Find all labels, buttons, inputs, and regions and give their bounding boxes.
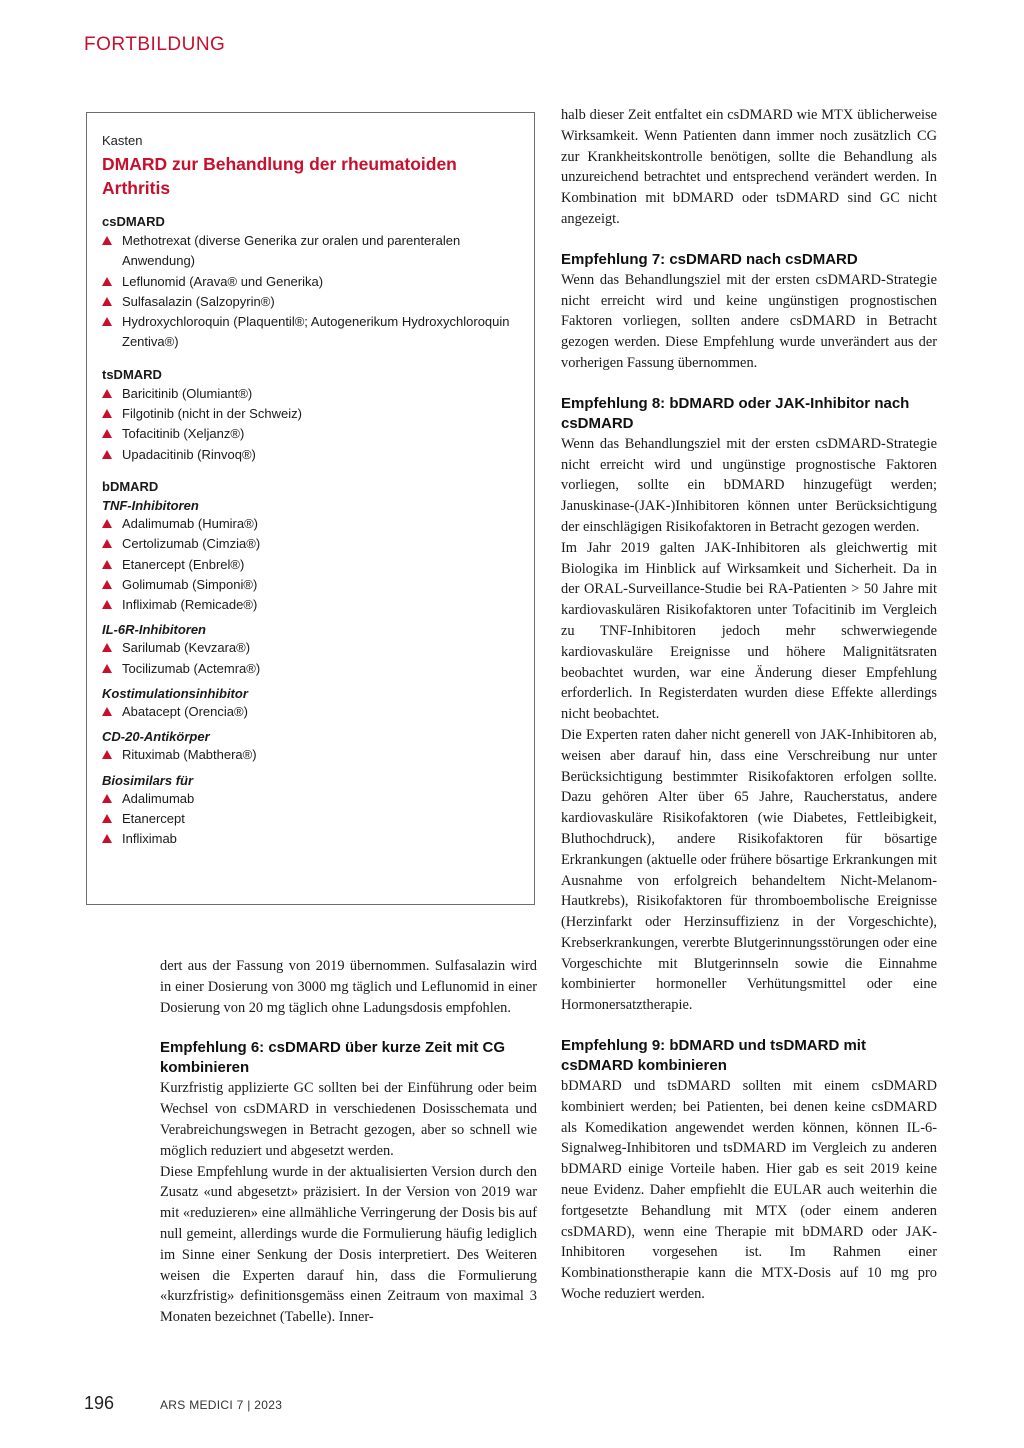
spacer — [561, 374, 937, 394]
left-column — [160, 956, 537, 1328]
body-paragraph: halb dieser Zeit entfaltet ein csDMARD wie MTX üblicherweise Wirksamkeit. Wenn Patienten dann immer noch zusätzlich CG zur Krankheitskontrolle benötigen, sollte die Behandlung als unzureichend betrachtet und entsprechend verändert werden. In Kombination mit bDMARD oder tsDMARD sind GC nicht angezeigt. — [561, 107, 937, 227]
triangle-bullet-icon — [102, 580, 112, 589]
drug-name: Tofacitinib (Xeljanz®) — [122, 426, 245, 442]
drug-list-item — [102, 638, 519, 658]
drug-list — [102, 789, 519, 850]
triangle-bullet-icon — [102, 389, 112, 398]
drug-name: Baricitinib (Olumiant®) — [122, 385, 253, 401]
drug-list — [102, 702, 519, 722]
drug-name: Upadacitinib (Rinvoq®) — [122, 446, 256, 462]
box-groups — [102, 214, 519, 850]
drug-name: Sulfasalazin (Salzopyrin®) — [122, 293, 275, 309]
drug-name: Etanercept — [122, 810, 185, 826]
drug-list-item — [102, 514, 519, 534]
drug-name: Infliximab (Remicade®) — [122, 597, 258, 613]
journal-name: ARS MEDICI 7 | 2023 — [160, 1398, 283, 1412]
drug-list-item — [102, 702, 519, 722]
spacer — [160, 1018, 537, 1038]
drug-list-item — [102, 595, 519, 615]
body-paragraph: Kurzfristig applizierte GC sollten bei der Einführung oder beim Wechsel von csDMARD in verschiedenen Dosisschemata und Verabreichungswegen in Betracht gezogen, aber so schnell wie möglich reduziert und abgesetzt werden. — [160, 1080, 537, 1159]
drug-list-item — [102, 575, 519, 595]
drug-list-item — [102, 745, 519, 765]
subgroup-title: TNF-Inhibitoren — [102, 497, 199, 513]
section-heading: Empfehlung 6: csDMARD über kurze Zeit mit CG kombinieren — [160, 1039, 506, 1077]
body-paragraph: Diese Empfehlung wurde in der aktualisierten Version durch den Zusatz «und abgesetzt» präzisiert. In der Version von 2019 war mit «reduzieren» eine allmähliche Verringerung der Dosis bis auf null gemeint, allerdings wurde die Formulierung häufig lediglich im Sinne einer Senkung der Dosis interpretiert. Des Weiteren weisen die Experten darauf hin, dass die Formulierung «kurzfristig» definitionsgemäss einen Zeitraum von maximal 3 Monaten bezeichnet (Tabelle). Inner- — [160, 1163, 537, 1326]
body-paragraph: Im Jahr 2019 galten JAK-Inhibitoren als gleichwertig mit Biologika im Hinblick auf Wirksamkeit und Sicherheit. Da in der ORAL-Surveillance-Studie bei RA-Patienten > 50 Jahre mit kardiovaskulären Risikofaktoren unter Tofacitinib im Vergleich zu TNF-Inhibitoren jedoch mehr schwerwiegende kardiovaskuläre Ereignisse und höhere Malignitätsraten beobachtet wurden, war eine Änderung dieser Empfehlung erforderlich. In Registerdaten wurden diese Effekte allerdings nicht beobachtet. — [561, 539, 937, 723]
triangle-bullet-icon — [102, 600, 112, 609]
right-column — [561, 105, 937, 1305]
box-kicker: Kasten — [102, 133, 143, 148]
body-paragraph: bDMARD und tsDMARD sollten mit einem csDMARD kombiniert werden; bei Patienten, bei denen keine csDMARD als Komedikation angewendet werden können, können IL-6-Signalweg-Inhibitoren und tsDMARD im Vergleich zu anderen bDMARD einige Vorteile haben. Hier gab es seit 2019 keine neue Evidenz. Daher empfiehlt die EULAR auch weiterhin die fortgesetzte Behandlung mit MTX (oder einem anderen csDMARD), wenn eine Therapie mit bDMARD oder JAK-Inhibitoren vorgesehen ist. Im Rahmen einer Kombinationstherapie kann die MTX-Dosis auf 10 mg pro Woche reduziert werden. — [561, 1078, 937, 1303]
drug-name: Etanercept (Enbrel®) — [122, 556, 245, 572]
drug-name: Certolizumab (Cimzia®) — [122, 536, 261, 552]
triangle-bullet-icon — [102, 794, 112, 803]
drug-list-item — [102, 555, 519, 575]
drug-name: Adalimumab — [122, 790, 195, 806]
group-title: bDMARD — [102, 478, 159, 494]
subgroup-title: Kostimulationsinhibitor — [102, 686, 248, 702]
drug-list-item — [102, 659, 519, 679]
drug-list-item — [102, 534, 519, 554]
drug-list-item — [102, 445, 519, 465]
info-box — [86, 112, 535, 905]
group-title: tsDMARD — [102, 366, 162, 382]
section-heading: Empfehlung 8: bDMARD oder JAK-Inhibitor nach csDMARD — [561, 394, 910, 432]
body-paragraph: dert aus der Fassung von 2019 übernommen. Sulfasalazin wird in einer Dosierung von 3000 mg täglich und Leflunomid in einer Dosierung von 20 mg täglich ohne Ladungsdosis empfohlen. — [160, 958, 537, 1016]
triangle-bullet-icon — [102, 834, 112, 843]
triangle-bullet-icon — [102, 750, 112, 759]
triangle-bullet-icon — [102, 539, 112, 548]
drug-list-item — [102, 829, 519, 849]
triangle-bullet-icon — [102, 450, 112, 459]
drug-name: Rituximab (Mabthera®) — [122, 747, 257, 763]
triangle-bullet-icon — [102, 429, 112, 438]
subgroup-title: CD-20-Antikörper — [102, 729, 210, 745]
drug-list-item — [102, 292, 519, 312]
triangle-bullet-icon — [102, 707, 112, 716]
drug-name: Filgotinib (nicht in der Schweiz) — [122, 406, 302, 422]
triangle-bullet-icon — [102, 236, 112, 245]
drug-list — [102, 638, 519, 679]
triangle-bullet-icon — [102, 664, 112, 673]
spacer — [561, 1016, 937, 1036]
triangle-bullet-icon — [102, 814, 112, 823]
section-heading: Empfehlung 9: bDMARD und tsDMARD mit csDMARD kombinieren — [561, 1037, 866, 1075]
section-heading: Empfehlung 7: csDMARD nach csDMARD — [561, 250, 858, 268]
drug-name: Tocilizumab (Actemra®) — [122, 660, 261, 676]
drug-name: Methotrexat (diverse Generika zur oralen und parenteralen Anwendung) — [122, 233, 461, 269]
drug-list-item — [102, 272, 519, 292]
triangle-bullet-icon — [102, 409, 112, 418]
drug-list-item — [102, 404, 519, 424]
group-title: csDMARD — [102, 214, 165, 229]
drug-list-item — [102, 424, 519, 444]
drug-list-item — [102, 809, 519, 829]
subgroup-title: Biosimilars für — [102, 772, 194, 788]
page-number: 196 — [84, 1393, 115, 1413]
triangle-bullet-icon — [102, 317, 112, 326]
spacer — [561, 230, 937, 250]
drug-name: Leflunomid (Arava® und Generika) — [122, 273, 324, 289]
triangle-bullet-icon — [102, 560, 112, 569]
drug-list-item — [102, 789, 519, 809]
triangle-bullet-icon — [102, 277, 112, 286]
drug-list-item — [102, 312, 519, 353]
drug-list-item — [102, 384, 519, 404]
body-paragraph: Wenn das Behandlungsziel mit der ersten csDMARD-Strategie nicht erreicht wird und ungünstige prognostische Faktoren vorliegen, sollte ein bDMARD hinzugefügt werden; Januskinase-(JAK-)Inhibitoren können unter Berücksichtigung der einschlägigen Risikofaktoren in Betracht gezogen werden. — [561, 435, 937, 535]
drug-name: Adalimumab (Humira®) — [122, 515, 258, 531]
drug-name: Hydroxychloroquin (Plaquentil®; Autogenerikum Hydroxychloroquin Zentiva®) — [122, 314, 510, 350]
body-paragraph: Wenn das Behandlungsziel mit der ersten csDMARD-Strategie nicht erreicht wird und keine ungünstigen prognostischen Faktoren vorliegen, sollten andere csDMARD in Betracht gezogen werden. Diese Empfehlung wurde unverändert aus der vorherigen Fassung übernommen. — [561, 271, 937, 371]
drug-name: Abatacept (Orencia®) — [122, 704, 248, 720]
box-title: DMARD zur Behandlung der rheumatoiden Arthritis — [102, 154, 457, 198]
section-label: FORTBILDUNG — [84, 34, 226, 55]
drug-name: Infliximab — [122, 831, 177, 847]
drug-list — [102, 514, 519, 615]
drug-list — [102, 231, 519, 353]
drug-list — [102, 384, 519, 465]
drug-name: Golimumab (Simponi®) — [122, 576, 258, 592]
subgroup-title: IL-6R-Inhibitoren — [102, 622, 206, 638]
triangle-bullet-icon — [102, 519, 112, 528]
drug-name: Sarilumab (Kevzara®) — [122, 640, 251, 656]
triangle-bullet-icon — [102, 297, 112, 306]
body-paragraph: Die Experten raten daher nicht generell von JAK-Inhibitoren ab, weisen aber darauf hin, dass eine Verschreibung nur unter Berücksichtigung bestimmter Risikofaktoren erfolgen sollte. Dazu gehören Alter über 65 Jahre, Raucherstatus, andere kardiovaskuläre Risikofaktoren (wie Diabetes, Fettleibigkeit, Bluthochdruck), andere Risikofaktoren für bösartige Erkrankungen (aktuelle oder frühere bösartige Erkrankungen mit Ausnahme von erfolgreich behandeltem Nicht-Melanom-Hautkrebs), Risikofaktoren für thromboembolische Ereignisse (Herzinfarkt oder Herzinsuffizienz in der Vorgeschichte), Krebserkrankungen, vererbte Blutgerinnungsstörungen oder eine Vorgeschichte mit Blutgerinnseln sowie die Einnahme kombinierter hormoneller Verhütungsmittel oder eine Hormonersatztherapie. — [561, 726, 937, 1014]
drug-list-item — [102, 231, 519, 272]
drug-list — [102, 745, 519, 765]
triangle-bullet-icon — [102, 643, 112, 652]
